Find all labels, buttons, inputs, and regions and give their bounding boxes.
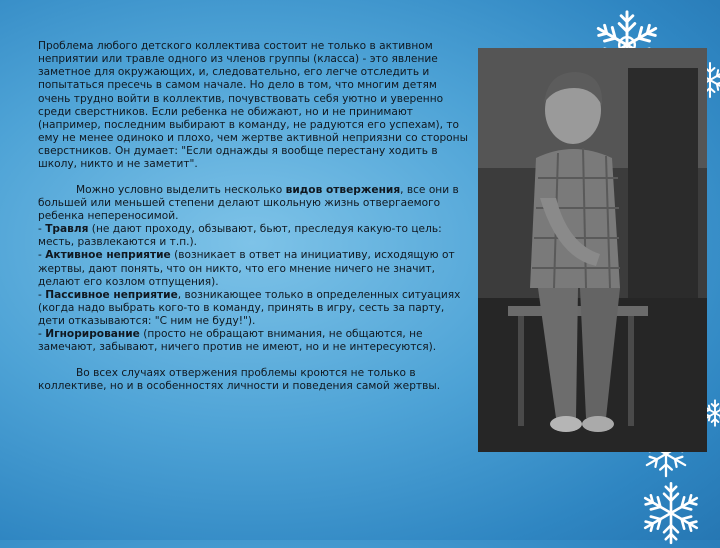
types-intro-after: , все они в большей или меньшей степени делают школьную жизнь отвергаемого ребенка непереносимой. [38, 183, 459, 222]
types-intro-before: Можно условно выделить несколько [76, 183, 286, 196]
list-item-term: Травля [45, 223, 89, 236]
list-item-description: (не дают проходу, обзывают, бьют, преследуя какую-то цель: месть, развлекаются и т.п.). [38, 223, 442, 249]
main-text [38, 40, 470, 393]
list-item-term: Пассивное неприятие [45, 288, 178, 301]
paragraph-intro: Проблема любого детского коллектива состоит не только в активном неприятии или травле одного из членов группы (класса) - это явление заметное для окружающих, и, следовательно, его легче отследить и попытаться пресечь в самом начале. Но дело в том, что многим детям очень трудно войти в коллектив, почувствовать себя уютно и уверенно среди сверстников. Если ребенка не обижают, но и не принимают (например, последним выбирают в команду, не радуются его успехам), то ему не менее одиноко и плохо, чем жертве активной неприязни со стороны сверстников. Он думает: "Если однажды я вообще перестану ходить в школу, никто и не заметит". [38, 40, 468, 171]
paragraph-types-intro [38, 184, 470, 223]
list-dash: - [38, 328, 46, 341]
list-item-ignoring [38, 328, 470, 354]
spacer [38, 172, 470, 184]
list-dash: - [38, 288, 46, 301]
list-item-description: (просто не обращают внимания, не общаются, не замечают, забывают, ничего против не имеют, но и не интересуются). [38, 328, 437, 354]
photo-sad-boy [478, 48, 707, 452]
snowflake-icon [636, 478, 706, 548]
list-dash: - [38, 223, 46, 236]
list-item-description: (возникает в ответ на инициативу, исходящую от жертвы, дают понять, что он никто, что его мнение ничего не значит, делают его козлом отпущения). [38, 249, 455, 288]
types-intro-bold: видов отвержения [285, 183, 401, 196]
spacer [38, 355, 470, 367]
list-item-term: Игнорирование [45, 328, 140, 341]
list-item-term: Активное неприятие [45, 249, 171, 262]
list-item-active-rejection [38, 249, 470, 288]
list-item-description: , возникающее только в определенных ситуациях (когда надо выбрать кого-то в команду, принять в игру, сесть за парту, дети отказываются: "С ним не буду!"). [38, 288, 461, 328]
paragraph-conclusion: Во всех случаях отвержения проблемы кроются не только в коллективе, но и в особенностях личности и поведения самой жертвы. [38, 366, 441, 392]
list-dash: - [38, 249, 46, 262]
list-item-passive-rejection [38, 289, 470, 328]
list-item-travlya [38, 223, 470, 249]
